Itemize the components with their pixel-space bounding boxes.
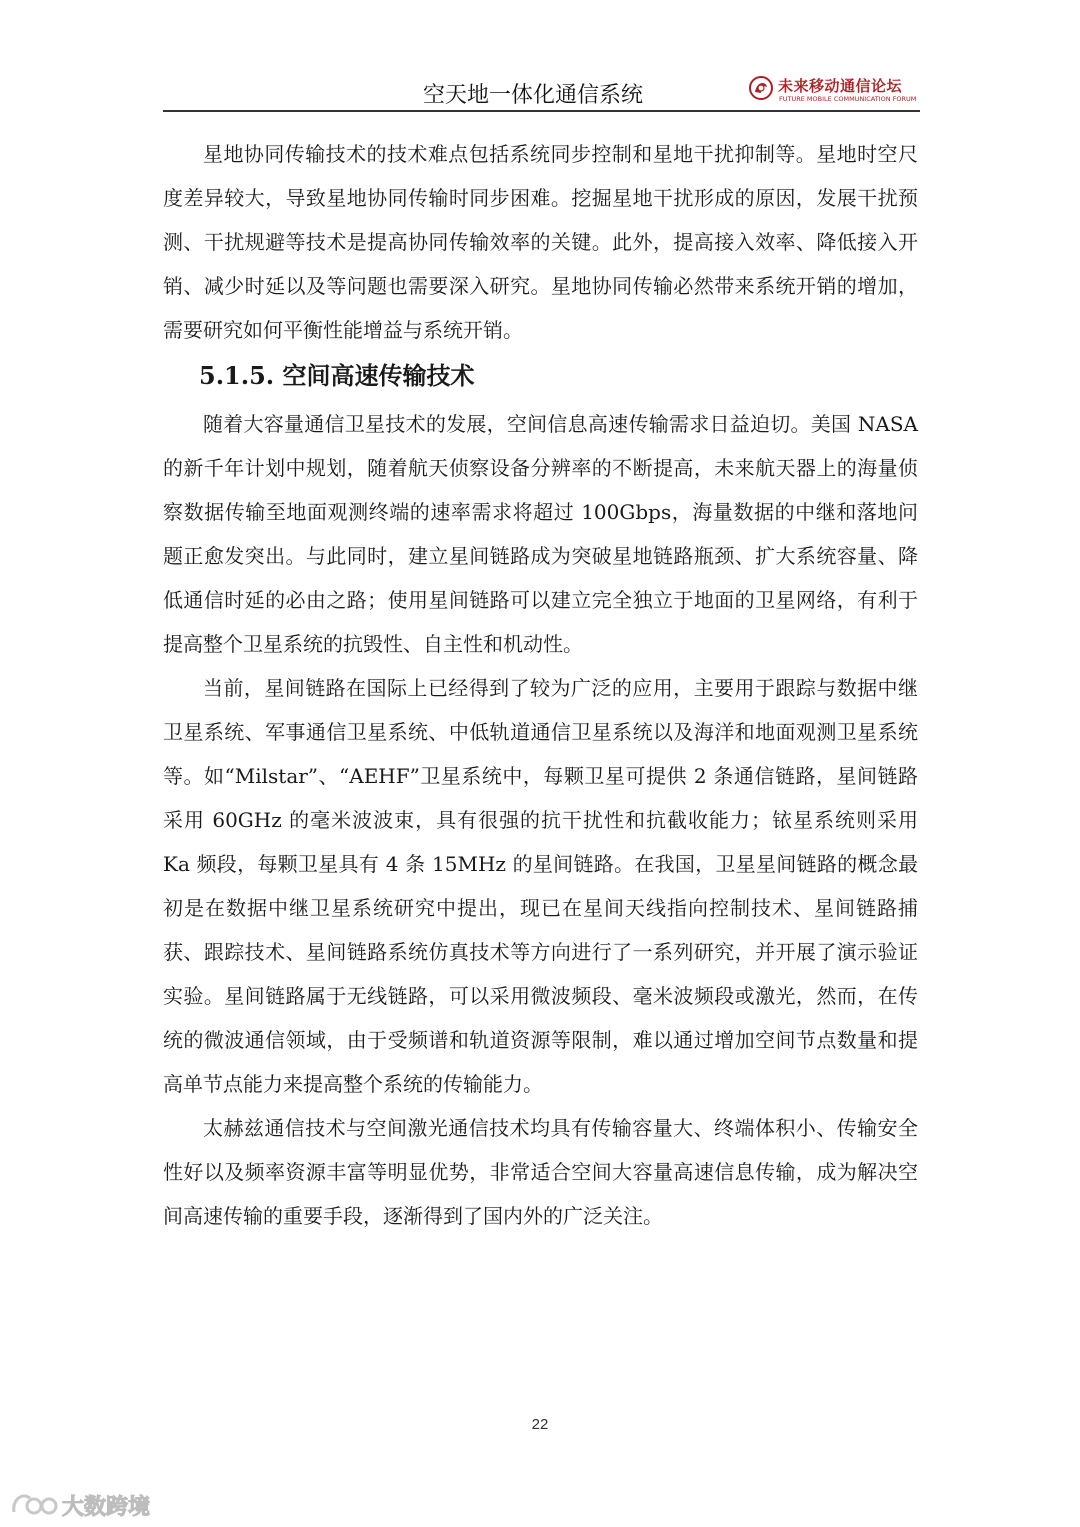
page-header <box>163 70 920 112</box>
header-title: 空天地一体化通信系统 <box>422 83 643 108</box>
page-content <box>163 132 918 1238</box>
watermark-text: 大数跨境 <box>62 1495 151 1520</box>
paragraph-terahertz-laser: 太赫兹通信技术与空间激光通信技术均具有传输容量大、终端体积小、传输安全性好以及频率资源丰富等明显优势，非常适合空间大容量高速信息传输，成为解决空间高速传输的重要手段，逐渐得到了国内外的广泛关注。 <box>163 1116 918 1228</box>
paragraph-high-speed-demand: 随着大容量通信卫星技术的发展，空间信息高速传输需求日益迫切。美国 NASA 的新千年计划中规划，随着航天侦察设备分辨率的不断提高，未来航天器上的海量侦察数据传输至地面观测终端的速率需求将超过 100Gbps，海量数据的中继和落地问题正愈发突出。与此同时，建立星间链路成为突破星地链路瓶颈、扩大系统容量、降低通信时延的必由之路；使用星间链路可以建立完全独立于地面的卫星网络，有利于提高整个卫星系统的抗毁性、自主性和机动性。 <box>163 412 918 656</box>
forum-logo <box>748 74 918 106</box>
watermark <box>10 1486 150 1522</box>
forum-logo-icon <box>748 75 774 101</box>
logo-subtitle: FUTURE MOBILE COMMUNICATION FORUM <box>779 95 917 103</box>
paragraph-sync-challenges: 星地协同传输技术的技术难点包括系统同步控制和星地干扰抑制等。星地时空尺度差异较大，导致星地协同传输时同步困难。挖掘星地干扰形成的原因，发展干扰预测、干扰规避等技术是提高协同传输效率的关键。此外，提高接入效率、降低接入开销、减少时延以及等问题也需要深入研究。星地协同传输必然带来系统开销的增加，需要研究如何平衡性能增益与系统开销。 <box>163 142 918 342</box>
paragraph-inter-satellite-links: 当前，星间链路在国际上已经得到了较为广泛的应用，主要用于跟踪与数据中继卫星系统、军事通信卫星系统、中低轨道通信卫星系统以及海洋和地面观测卫星系统等。如“Milstar”、“AEHF”卫星系统中，每颗卫星可提供 2 条通信链路，星间链路采用 60GHz 的毫米波波束，具有很强的抗干扰性和抗截收能力；铱星系统则采用 Ka 频段，每颗卫星具有 4 条 15MHz 的星间链路。在我国，卫星星间链路的概念最初是在数据中继卫星系统研究中提出，现已在星间天线指向控制技术、星间链路捕获、跟踪技术、星间链路系统仿真技术等方向进行了一系列研究，并开展了演示验证实验。星间链路属于无线链路，可以采用微波频段、毫米波频段或激光，然而，在传统的微波通信领域，由于受频谱和轨道资源等限制，难以通过增加空间节点数量和提高单节点能力来提高整个系统的传输能力。 <box>163 676 918 1096</box>
section-heading: 5.1.5. 空间高速传输技术 <box>199 361 475 390</box>
logo-name: 未来移动通信论坛 <box>778 77 903 95</box>
page-number: 22 <box>531 1416 549 1433</box>
watermark-logo-icon <box>10 1490 58 1518</box>
